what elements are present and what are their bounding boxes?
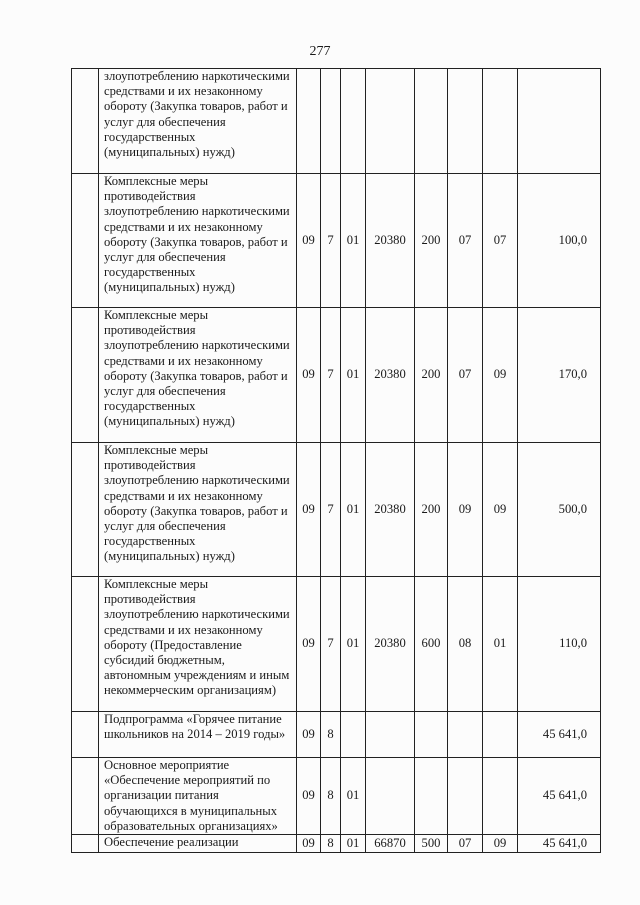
empty-cell [72,69,99,174]
code-cell [483,712,518,758]
code-cell [366,712,415,758]
code-cell [366,758,415,835]
code-cell: 07 [448,835,483,853]
row-name: Основное мероприятие «Обеспечение мероприятий по организации питания обучающихся в муниципальных образовательных организациях» [99,758,297,835]
row-name: Комплексные меры противодействия злоупотреблению наркотическими средствами и их незаконному обороту (Закупка товаров, работ и услуг для обеспечения государственных (муниципальных) нужд) [99,174,297,308]
table-row [72,758,601,835]
code-cell: 08 [448,577,483,712]
row-name: Обеспечение реализации [99,835,297,853]
code-cell [415,712,448,758]
page-number: 277 [309,44,331,59]
code-cell: 200 [415,308,448,443]
code-cell: 7 [321,443,341,577]
code-cell: 8 [321,712,341,758]
code-cell: 09 [297,443,321,577]
empty-cell [72,835,99,853]
code-cell: 09 [297,174,321,308]
code-cell [341,69,366,174]
code-cell: 09 [483,308,518,443]
code-cell: 7 [321,308,341,443]
table-row [72,443,601,577]
table-row [72,174,601,308]
code-cell: 8 [321,758,341,835]
code-cell [297,69,321,174]
code-cell [415,758,448,835]
code-cell: 500 [415,835,448,853]
code-cell: 200 [415,443,448,577]
code-cell: 01 [341,835,366,853]
code-cell [448,712,483,758]
empty-cell [72,443,99,577]
row-name: злоупотреблению наркотическими средствами и их незаконному обороту (Закупка товаров, работ и услуг для обеспечения государственных (муниципальных) нужд) [99,69,297,174]
code-cell: 66870 [366,835,415,853]
table-row [72,835,601,853]
row-name: Комплексные меры противодействия злоупотреблению наркотическими средствами и их незаконному обороту (Закупка товаров, работ и услуг для обеспечения государственных (муниципальных) нужд) [99,443,297,577]
code-cell: 8 [321,835,341,853]
code-cell [415,69,448,174]
code-cell: 09 [297,712,321,758]
code-cell: 20380 [366,308,415,443]
code-cell: 20380 [366,174,415,308]
code-cell [483,69,518,174]
amount-cell: 110,0 [518,577,601,712]
amount-cell [518,69,601,174]
budget-table [71,68,601,853]
code-cell: 7 [321,577,341,712]
row-name: Подпрограмма «Горячее питание школьников на 2014 – 2019 годы» [99,712,297,758]
code-cell [321,69,341,174]
code-cell: 01 [341,174,366,308]
code-cell [366,69,415,174]
empty-cell [72,308,99,443]
code-cell [448,758,483,835]
amount-cell: 45 641,0 [518,712,601,758]
code-cell: 20380 [366,577,415,712]
code-cell [483,758,518,835]
code-cell: 01 [341,577,366,712]
code-cell: 07 [483,174,518,308]
code-cell [448,69,483,174]
empty-cell [72,758,99,835]
table-row [72,577,601,712]
table-row [72,308,601,443]
code-cell: 07 [448,174,483,308]
code-cell: 7 [321,174,341,308]
code-cell: 01 [341,308,366,443]
code-cell: 09 [297,758,321,835]
code-cell: 07 [448,308,483,443]
code-cell: 600 [415,577,448,712]
code-cell: 09 [297,835,321,853]
amount-cell: 500,0 [518,443,601,577]
empty-cell [72,577,99,712]
amount-cell: 100,0 [518,174,601,308]
row-name: Комплексные меры противодействия злоупотреблению наркотическими средствами и их незаконному обороту (Предоставление субсидий бюджетным, автономным учреждениям и иным некоммерческим организациям) [99,577,297,712]
amount-cell: 170,0 [518,308,601,443]
empty-cell [72,712,99,758]
table-row [72,712,601,758]
code-cell: 09 [483,443,518,577]
code-cell [341,712,366,758]
row-name: Комплексные меры противодействия злоупотреблению наркотическими средствами и их незаконному обороту (Закупка товаров, работ и услуг для обеспечения государственных (муниципальных) нужд) [99,308,297,443]
code-cell: 01 [483,577,518,712]
amount-cell: 45 641,0 [518,835,601,853]
code-cell: 20380 [366,443,415,577]
code-cell: 200 [415,174,448,308]
code-cell: 09 [297,577,321,712]
empty-cell [72,174,99,308]
code-cell: 09 [448,443,483,577]
code-cell: 09 [297,308,321,443]
code-cell: 01 [341,758,366,835]
amount-cell: 45 641,0 [518,758,601,835]
code-cell: 01 [341,443,366,577]
table-row [72,69,601,174]
code-cell: 09 [483,835,518,853]
